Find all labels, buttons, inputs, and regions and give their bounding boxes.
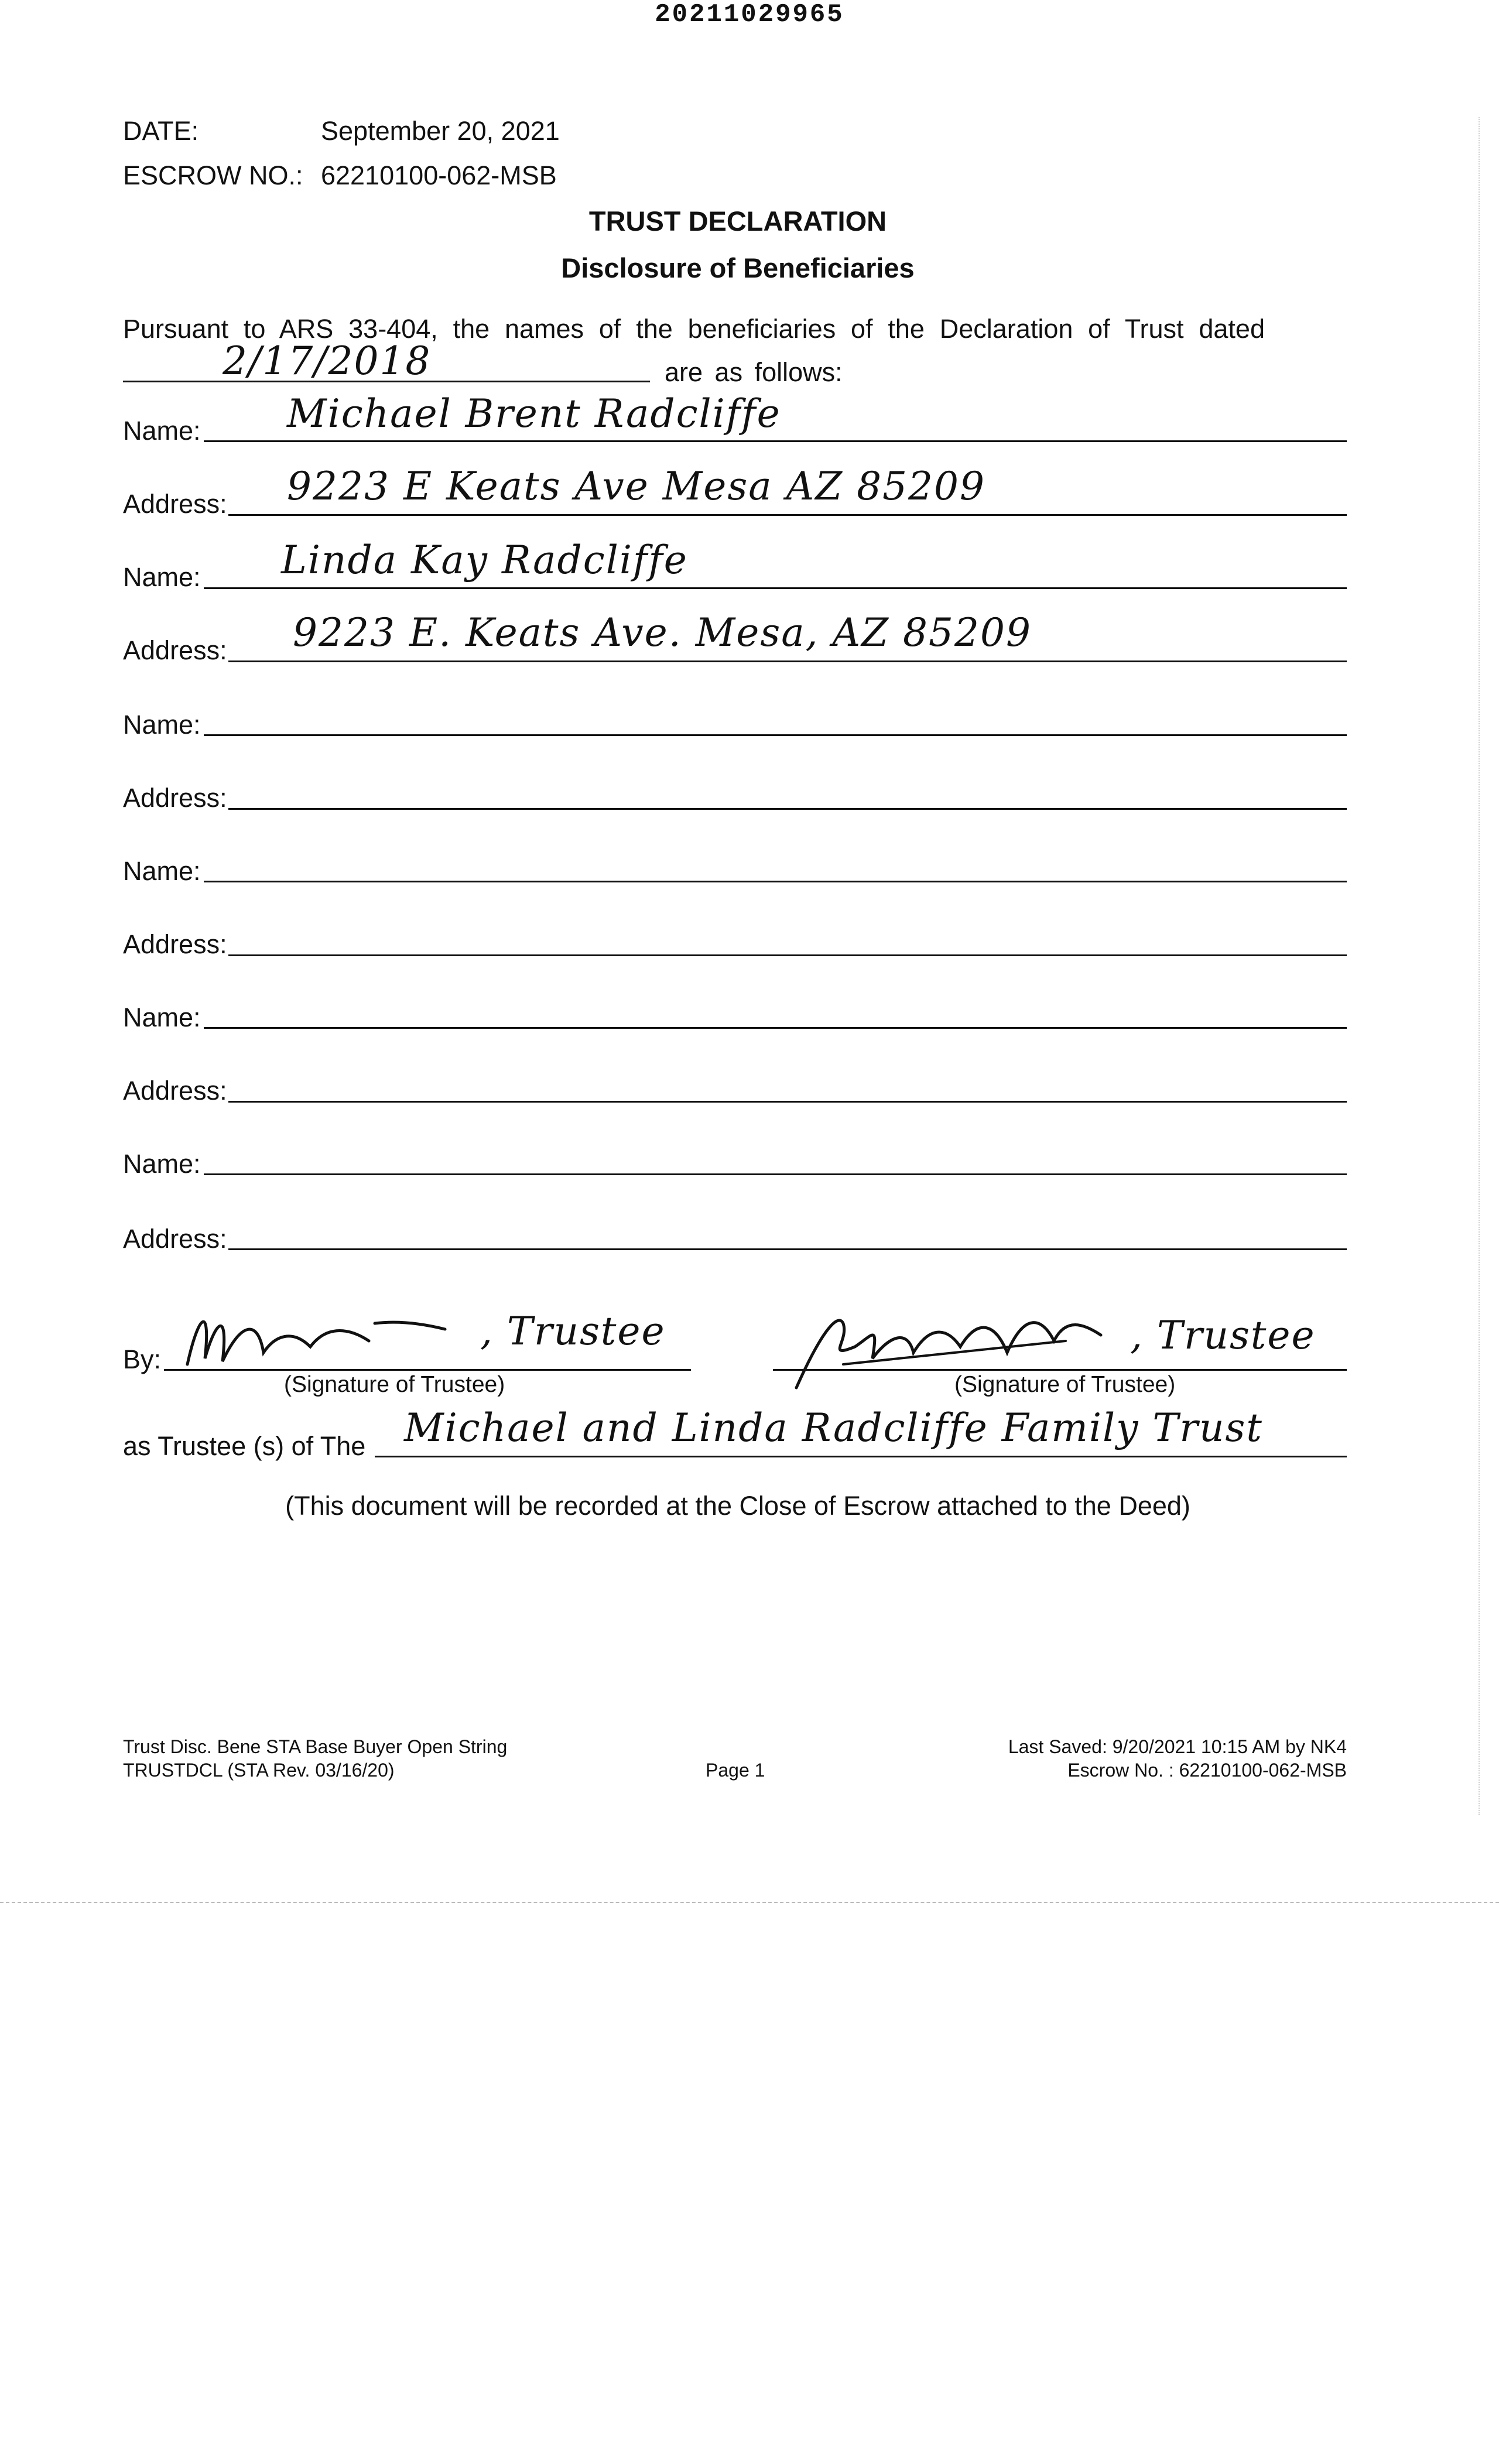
footer-left-line-2: TRUSTDCL (STA Rev. 03/16/20)	[123, 1760, 395, 1781]
recording-number: 20211029965	[655, 0, 844, 29]
signature-1-icon	[176, 1288, 480, 1376]
address-label: Address:	[123, 783, 227, 813]
escrow-label: ESCROW NO.:	[123, 160, 303, 190]
beneficiary-name: Linda Kay Radcliffe	[281, 538, 688, 583]
trust-name-handwritten: Michael and Linda Radcliffe Family Trust	[404, 1405, 1263, 1450]
address-line	[228, 514, 1347, 516]
date-value: September 20, 2021	[321, 116, 560, 146]
as-trustee-label: as Trustee (s) of The	[123, 1431, 366, 1461]
address-label: Address:	[123, 1076, 227, 1106]
date-label: DATE:	[123, 116, 199, 146]
name-line	[204, 1173, 1347, 1175]
name-line	[204, 734, 1347, 736]
address-line	[228, 1101, 1347, 1103]
intro-after: are as follows:	[665, 357, 843, 387]
address-line	[228, 1248, 1347, 1250]
scan-side-dots	[1479, 117, 1481, 1815]
address-line	[228, 954, 1347, 956]
address-label: Address:	[123, 929, 227, 959]
name-line	[204, 881, 1347, 882]
address-label: Address:	[123, 1224, 227, 1254]
name-label: Name:	[123, 562, 201, 592]
name-label: Name:	[123, 416, 201, 446]
footer-right-line-2: Escrow No. : 62210100-062-MSB	[1067, 1760, 1347, 1781]
beneficiary-address: 9223 E. Keats Ave. Mesa, AZ 85209	[293, 610, 1032, 655]
name-line	[204, 440, 1347, 442]
document-subtitle: Disclosure of Beneficiaries	[561, 252, 915, 283]
recording-note: (This document will be recorded at the Close of Escrow attached to the Deed)	[285, 1491, 1190, 1521]
address-label: Address:	[123, 635, 227, 665]
footer-left-line-1: Trust Disc. Bene STA Base Buyer Open String	[123, 1736, 508, 1757]
document-title: TRUST DECLARATION	[588, 206, 887, 237]
address-line	[228, 661, 1347, 662]
name-label: Name:	[123, 1002, 201, 1032]
name-line	[204, 1027, 1347, 1029]
footer-right-line-1: Last Saved: 9/20/2021 10:15 AM by NK4	[1008, 1736, 1347, 1757]
trustee-hand-2: , Trustee	[1130, 1313, 1316, 1358]
trust-name-line	[375, 1456, 1347, 1457]
address-label: Address:	[123, 489, 227, 519]
by-label: By:	[123, 1344, 162, 1374]
signature-caption-2: (Signature of Trustee)	[954, 1372, 1176, 1397]
name-label: Name:	[123, 856, 201, 886]
trust-date-handwritten: 2/17/2018	[223, 338, 432, 384]
beneficiary-name: Michael Brent Radcliffe	[287, 391, 781, 436]
signature-caption-1: (Signature of Trustee)	[284, 1372, 505, 1397]
address-line	[228, 808, 1347, 810]
name-label: Name:	[123, 710, 201, 740]
footer-page-number: Page 1	[706, 1760, 765, 1781]
intro-text: Pursuant to ARS 33-404, the names of the beneficiaries of the Declaration of Trust dated	[123, 314, 1265, 344]
name-line	[204, 587, 1347, 589]
escrow-value: 62210100-062-MSB	[321, 160, 557, 190]
beneficiary-address: 9223 E Keats Ave Mesa AZ 85209	[287, 464, 986, 509]
trustee-hand-1: , Trustee	[480, 1309, 666, 1354]
name-label: Name:	[123, 1149, 201, 1179]
scan-edge-mark	[0, 1902, 1499, 1903]
